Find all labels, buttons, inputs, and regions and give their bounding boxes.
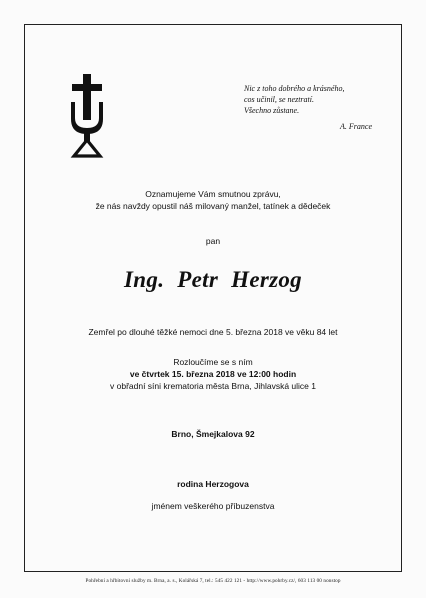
family-signature: rodina Herzogova	[177, 479, 249, 489]
farewell-intro: Rozloučíme se s ním	[173, 357, 253, 367]
title-pan: pan	[205, 236, 221, 246]
quote-line: Všechno zůstane.	[244, 106, 300, 115]
deceased-name: Ing. Petr Herzog	[124, 267, 302, 292]
quote-line: Nic z toho dobrého a krásného,	[244, 84, 345, 93]
footer-contact: Pohřební a hřbitovní služby m. Brna, a. s., Kolářská 7, tel.: 545 422 121 - http://www.pohrby.cz/, 603 113 00 nonstop	[85, 578, 341, 584]
address: Brno, Šmejkalova 92	[171, 429, 255, 439]
cross-chalice-icon	[67, 72, 107, 158]
quote-block	[244, 83, 384, 132]
announcement-line-1: Oznamujeme Vám smutnou zprávu,	[145, 189, 281, 199]
farewell-place: v obřadní síni krematoria města Brna, Jihlavská ulice 1	[110, 381, 316, 391]
farewell-date: ve čtvrtek 15. března 2018 ve 12:00 hodin	[129, 369, 297, 379]
death-notice: Zemřel po dlouhé těžké nemoci dne 5. března 2018 ve věku 84 let	[88, 327, 338, 337]
announcement-line-2: že nás navždy opustil náš milovaný manžel, tatínek a dědeček	[95, 201, 331, 211]
quote-line: cos učinil, se neztratí.	[244, 95, 314, 104]
relatives-line: jménem veškerého příbuzenstva	[151, 501, 275, 511]
quote-author: A. France	[340, 122, 372, 131]
